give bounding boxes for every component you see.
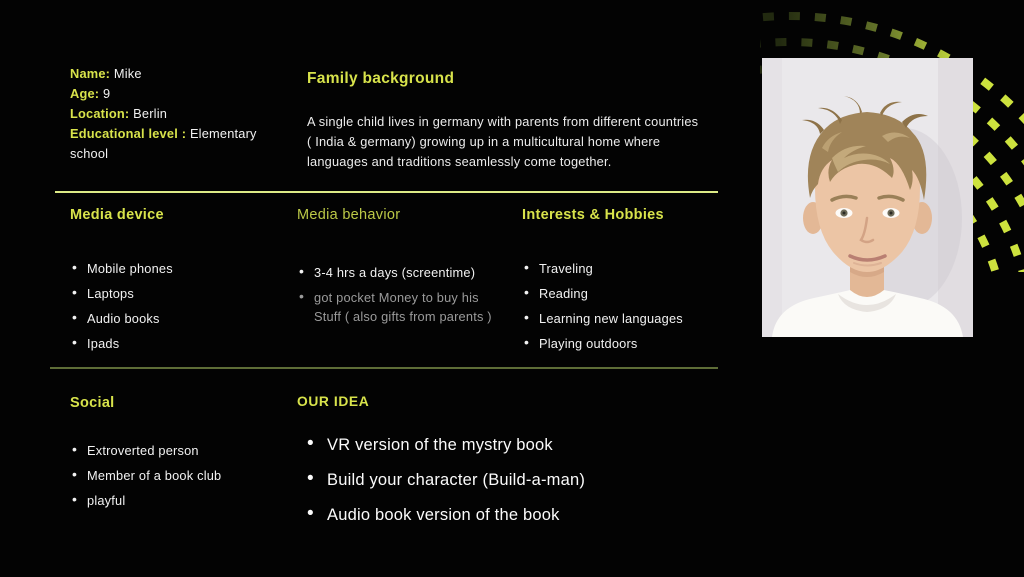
field-label: Age: [70,86,100,101]
divider-top [55,191,718,193]
list-item: • Mobile phones [70,259,285,278]
our-idea-list [297,435,637,526]
profile-info [70,64,266,164]
media-device-title: Media device [70,207,164,223]
family-background-text: A single child lives in germany with parents from different countries ( India & germany) growing up in a multicultural home where languages and traditions seamlessly come together. [307,114,699,169]
interests-title: Interests & Hobbies [522,207,664,223]
profile-field-age [70,84,266,104]
media-behavior-list [297,263,509,326]
list-item: • got pocket Money to buy his Stuff ( also gifts from parents ) [297,288,509,326]
profile-field-name [70,64,266,84]
list-item: • Laptops [70,284,285,303]
profile-field-education [70,124,266,164]
list-item: • Audio book version of the book [297,505,637,526]
family-background-title: Family background [307,70,455,87]
media-device-list [70,259,285,353]
field-label: Educational level : [70,126,187,141]
our-idea-section [297,394,637,540]
boy-portrait-icon [762,58,973,337]
interests-section [522,207,732,359]
list-item: • Audio books [70,309,285,328]
list-item: • Traveling [522,259,732,278]
media-behavior-section [297,207,509,332]
persona-photo [762,58,973,337]
list-item: • 3-4 hrs a days (screentime) [297,263,509,282]
list-item: • Playing outdoors [522,334,732,353]
field-value: 9 [103,86,111,101]
media-behavior-title: Media behavior [297,207,401,223]
field-value: Berlin [133,106,168,121]
our-idea-title: OUR IDEA [297,394,370,409]
divider-bottom [50,367,718,369]
field-label: Name: [70,66,111,81]
list-item: • playful [70,491,285,510]
list-item: • Reading [522,284,732,303]
field-value: Elementary school [70,126,257,161]
list-item: • Learning new languages [522,309,732,328]
list-item: • Ipads [70,334,285,353]
list-item: • VR version of the mystry book [297,435,637,456]
field-value: Mike [113,66,142,81]
interests-list [522,259,732,353]
profile-field-location [70,104,266,124]
social-title: Social [70,395,115,411]
list-item: • Member of a book club [70,466,285,485]
social-list [70,441,285,510]
family-background-section [307,70,719,172]
field-label: Location: [70,106,130,121]
list-item: • Extroverted person [70,441,285,460]
social-section [70,395,285,516]
list-item: • Build your character (Build-a-man) [297,470,637,491]
media-device-section [70,207,285,359]
